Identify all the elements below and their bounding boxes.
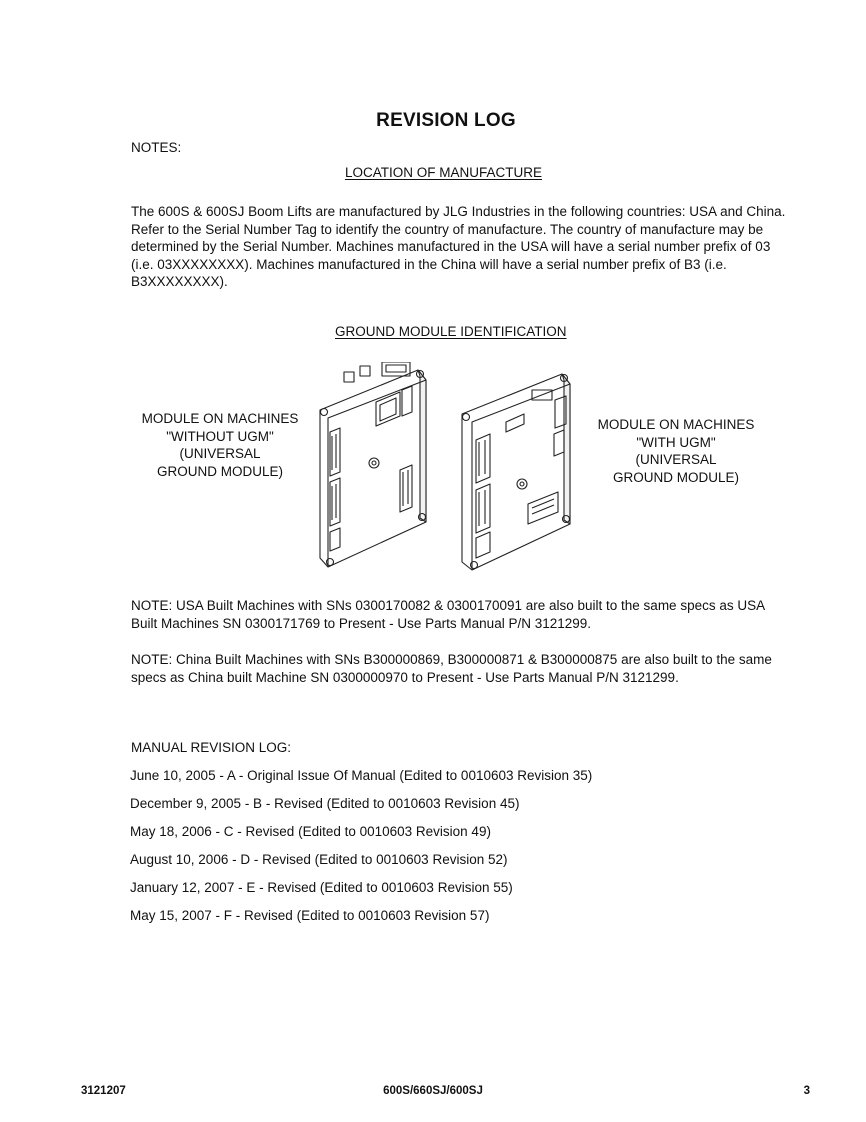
note-china-built: NOTE: China Built Machines with SNs B300000869, B300000871 & B300000875 are also built to the same specs as China built Machine SN 0300000970 to Present - Use Parts Manual P/N 3121299. bbox=[131, 652, 772, 685]
note-usa-built: NOTE: USA Built Machines with SNs 0300170082 & 0300170091 are also built to the same specs as USA Built Machines SN 0300171769 to Present - Use Parts Manual P/N 3121299. bbox=[131, 598, 765, 631]
revision-entry: January 12, 2007 - E - Revised (Edited to 0010603 Revision 55) bbox=[130, 880, 513, 895]
revision-entry: May 15, 2007 - F - Revised (Edited to 0010603 Revision 57) bbox=[130, 908, 490, 923]
footer-models: 600S/660SJ/600SJ bbox=[383, 1085, 483, 1097]
revision-entry: May 18, 2006 - C - Revised (Edited to 0010603 Revision 49) bbox=[130, 824, 491, 839]
page-title: REVISION LOG bbox=[376, 110, 516, 131]
footer-doc-number: 3121207 bbox=[81, 1085, 126, 1097]
revision-entry: June 10, 2005 - A - Original Issue Of Manual (Edited to 0010603 Revision 35) bbox=[130, 768, 593, 783]
revision-log-heading: MANUAL REVISION LOG: bbox=[131, 740, 292, 755]
module-label-without-ugm: MODULE ON MACHINES "WITHOUT UGM" (UNIVERSAL GROUND MODULE) bbox=[141, 411, 299, 479]
ground-module-illustration bbox=[310, 362, 590, 580]
notes-label: NOTES: bbox=[131, 140, 182, 155]
module-label-with-ugm: MODULE ON MACHINES "WITH UGM" (UNIVERSAL GROUND MODULE) bbox=[597, 417, 755, 485]
module-without-ugm-drawing bbox=[320, 362, 426, 567]
revision-entry: August 10, 2006 - D - Revised (Edited to 0010603 Revision 52) bbox=[130, 852, 508, 867]
ground-module-heading: GROUND MODULE IDENTIFICATION bbox=[335, 324, 567, 339]
revision-entry: December 9, 2005 - B - Revised (Edited to 0010603 Revision 45) bbox=[130, 796, 520, 811]
location-paragraph: The 600S & 600SJ Boom Lifts are manufactured by JLG Industries in the following countries: USA and China. Refer to the Serial Number Tag to identify the country of manufacture. The country of manufacture may be determined by the Serial Number. Machines manufactured in the USA will have a serial number prefix of 03 (i.e. 03XXXXXXXX). Machines manufactured in the China will have a serial number prefix of B3 (i.e. B3XXXXXXXX). bbox=[131, 204, 786, 290]
module-with-ugm-drawing bbox=[462, 374, 570, 570]
footer-page-number: 3 bbox=[803, 1085, 810, 1097]
location-heading: LOCATION OF MANUFACTURE bbox=[345, 165, 543, 180]
